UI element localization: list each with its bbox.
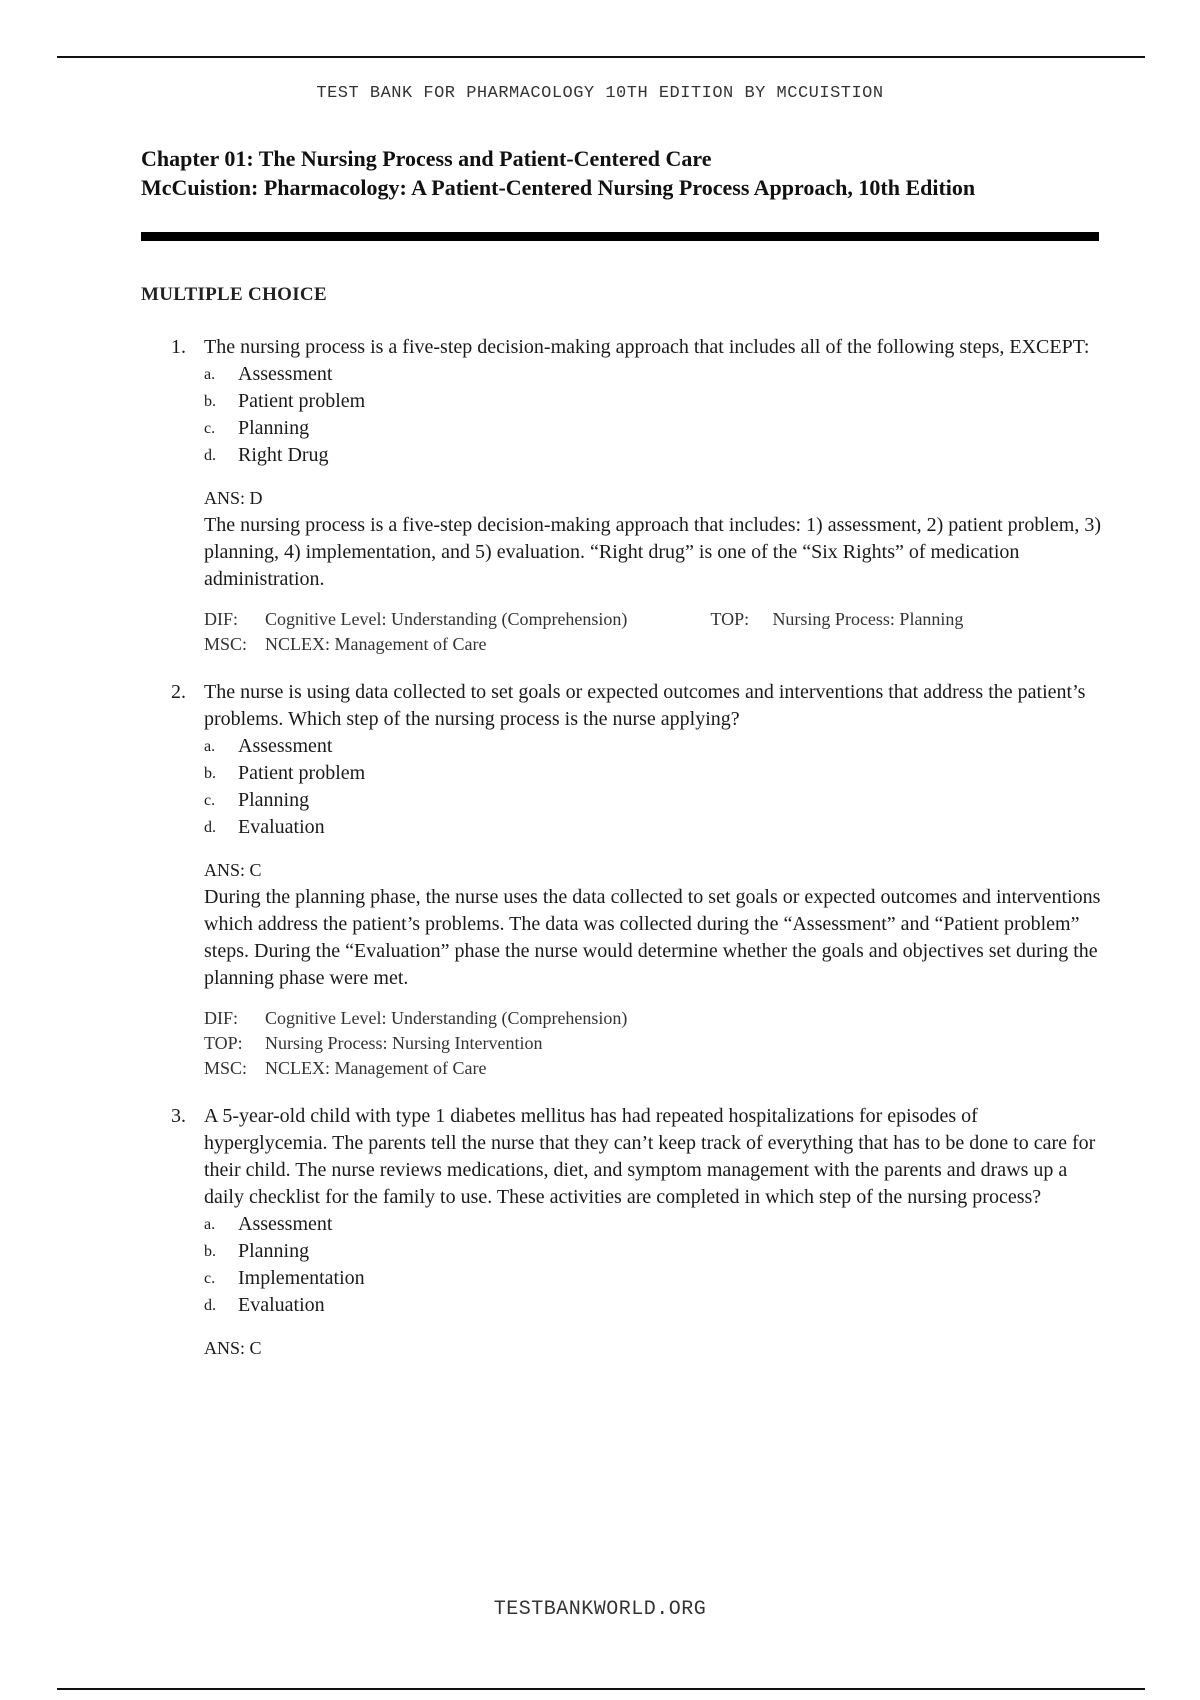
option-text: Patient problem xyxy=(238,390,366,412)
option-a xyxy=(204,733,1101,760)
question-3 xyxy=(141,1103,1101,1362)
option-d xyxy=(204,814,1101,841)
option-text: Assessment xyxy=(238,735,333,757)
question-list xyxy=(141,334,1101,1362)
msc-value: NCLEX: Management of Care xyxy=(265,634,487,654)
option-d xyxy=(204,442,1101,469)
answer-options xyxy=(204,1211,1101,1319)
option-letter: b. xyxy=(204,393,216,410)
option-c xyxy=(204,415,1101,442)
option-letter: d. xyxy=(204,447,216,464)
answer-options xyxy=(204,733,1101,841)
meta-row xyxy=(204,1031,1101,1056)
option-text: Right Drug xyxy=(238,444,329,466)
option-letter: c. xyxy=(204,420,216,437)
meta-row xyxy=(204,1006,1101,1031)
question-number: 2. xyxy=(171,681,186,703)
meta-row xyxy=(204,607,1101,632)
msc-label: MSC: xyxy=(204,634,248,654)
question-metadata xyxy=(204,1006,1101,1081)
answer-key: ANS: C xyxy=(204,1338,262,1358)
book-title: McCuistion: Pharmacology: A Patient-Centered Nursing Process Approach, 10th Edition xyxy=(141,175,976,200)
msc-label: MSC: xyxy=(204,1058,248,1078)
option-letter: b. xyxy=(204,1243,216,1260)
top-label: TOP: xyxy=(204,1033,243,1053)
answer-key: ANS: D xyxy=(204,488,263,508)
answer-block xyxy=(204,857,1101,992)
question-metadata xyxy=(204,607,1101,657)
dif-value: Cognitive Level: Understanding (Comprehension) xyxy=(265,1008,628,1028)
chapter-divider xyxy=(141,232,1099,241)
rationale: During the planning phase, the nurse uses the data collected to set goals or expected outcomes and interventions which address the patient’s problems. The data was collected during the “Assessment” and “Patient problem” steps. During the “Evaluation” phase the nurse would determine whether the goals and objectives set during the planning phase were met. xyxy=(204,886,1101,989)
meta-row xyxy=(204,1056,1101,1081)
option-text: Assessment xyxy=(238,363,333,385)
top-value: Nursing Process: Planning xyxy=(772,609,964,629)
dif-label: DIF: xyxy=(204,609,239,629)
option-text: Evaluation xyxy=(238,1294,325,1316)
option-letter: a. xyxy=(204,1216,216,1233)
question-1 xyxy=(141,334,1101,657)
option-b xyxy=(204,388,1101,415)
option-letter: c. xyxy=(204,792,216,809)
meta-row xyxy=(204,632,1101,657)
top-value: Nursing Process: Nursing Intervention xyxy=(265,1033,543,1053)
option-a xyxy=(204,1211,1101,1238)
question-stem: A 5-year-old child with type 1 diabetes mellitus has had repeated hospitalizations for episodes of hyperglycemia. The parents tell the nurse that they can’t keep track of everything that has to be done to care for their child. The nurse reviews medications, diet, and symptom management with the parents and draws up a daily checklist for the family to use. These activities are completed in which step of the nursing process? xyxy=(204,1105,1096,1208)
option-text: Assessment xyxy=(238,1213,333,1235)
dif-label: DIF: xyxy=(204,1008,239,1028)
chapter-heading xyxy=(141,144,1101,202)
chapter-title: Chapter 01: The Nursing Process and Patient-Centered Care xyxy=(141,146,712,171)
option-letter: b. xyxy=(204,765,216,782)
msc-value: NCLEX: Management of Care xyxy=(265,1058,487,1078)
option-text: Evaluation xyxy=(238,816,325,838)
question-2 xyxy=(141,679,1101,1081)
option-d xyxy=(204,1292,1101,1319)
option-text: Patient problem xyxy=(238,762,366,784)
answer-block xyxy=(204,1335,1101,1362)
question-number: 3. xyxy=(171,1105,186,1127)
option-text: Planning xyxy=(238,789,310,811)
option-letter: d. xyxy=(204,1297,216,1314)
running-header: TEST BANK FOR PHARMACOLOGY 10TH EDITION BY MCCUISTION xyxy=(316,84,884,103)
option-b xyxy=(204,1238,1101,1265)
answer-options xyxy=(204,361,1101,469)
option-c xyxy=(204,787,1101,814)
option-c xyxy=(204,1265,1101,1292)
option-letter: d. xyxy=(204,819,216,836)
top-label: TOP: xyxy=(710,609,750,629)
option-a xyxy=(204,361,1101,388)
footer-site: TESTBANKWORLD.ORG xyxy=(493,1598,707,1621)
option-letter: a. xyxy=(204,738,216,755)
rationale: The nursing process is a five-step decision-making approach that includes: 1) assessment, 2) patient problem, 3) planning, 4) implementation, and 5) evaluation. “Right drug” is one of the “Six Rights” of medication administration. xyxy=(204,514,1101,590)
dif-value: Cognitive Level: Understanding (Comprehension) xyxy=(265,609,628,629)
answer-block xyxy=(204,485,1101,593)
question-number: 1. xyxy=(171,336,186,358)
answer-key: ANS: C xyxy=(204,860,262,880)
top-rule xyxy=(57,56,1145,58)
option-text: Implementation xyxy=(238,1267,365,1289)
option-letter: a. xyxy=(204,366,216,383)
bottom-rule xyxy=(57,1688,1145,1690)
question-stem: The nursing process is a five-step decision-making approach that includes all of the following steps, EXCEPT: xyxy=(204,336,1090,358)
option-b xyxy=(204,760,1101,787)
question-stem: The nurse is using data collected to set goals or expected outcomes and interventions that address the patient’s problems. Which step of the nursing process is the nurse applying? xyxy=(204,681,1086,730)
section-heading: MULTIPLE CHOICE xyxy=(141,284,327,305)
option-text: Planning xyxy=(238,1240,310,1262)
option-text: Planning xyxy=(238,417,310,439)
option-letter: c. xyxy=(204,1270,216,1287)
